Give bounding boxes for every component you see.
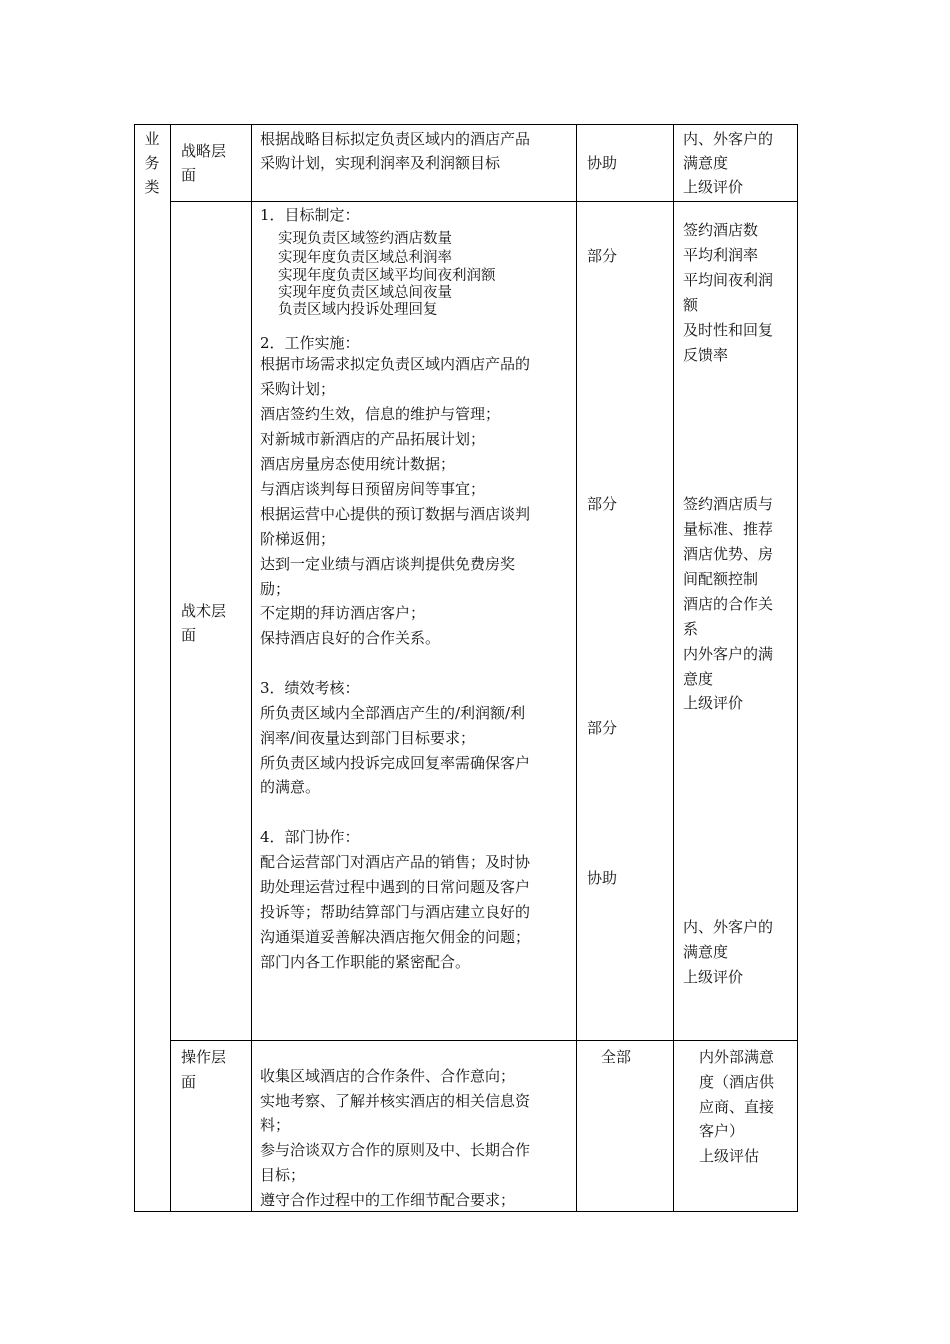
content-line: 润率/间夜量达到部门目标要求； <box>260 729 476 747</box>
criteria-line: 满意度 <box>683 943 729 961</box>
criteria-line: 上级评价 <box>683 968 744 986</box>
row-divider-tactical <box>170 1040 798 1041</box>
row-divider-strategic <box>170 201 798 202</box>
criteria-line: 系 <box>683 620 699 638</box>
criteria-line: 满意度 <box>683 154 729 172</box>
table-top-border <box>134 124 798 125</box>
content-line: 阶梯返佣； <box>260 530 336 548</box>
content-line: 保持酒店良好的合作关系。 <box>260 629 441 647</box>
section-title: 1．目标制定： <box>260 206 360 224</box>
responsibility-label: 部分 <box>587 247 618 265</box>
content-line: 的满意。 <box>260 778 321 796</box>
category-char: 务 <box>144 154 160 172</box>
content-line: 酒店签约生效，信息的维护与管理； <box>260 405 501 423</box>
criteria-line: 平均间夜利润 <box>683 271 774 289</box>
content-line: 目标； <box>260 1166 306 1184</box>
target-item: 实现负责区域签约酒店数量 <box>278 231 452 247</box>
criteria-line: 酒店的合作关 <box>683 595 774 613</box>
responsibility-label: 协助 <box>587 154 618 172</box>
criteria-line: 内、外客户的 <box>683 130 774 148</box>
content-line: 与酒店谈判每日预留房间等事宜； <box>260 480 486 498</box>
target-item: 实现年度负责区域平均间夜利润额 <box>278 268 496 284</box>
level-label: 面 <box>181 1073 197 1091</box>
content-line: 达到一定业绩与酒店谈判提供免费房奖 <box>260 555 516 573</box>
content-line: 根据战略目标拟定负责区域内的酒店产品 <box>260 130 531 148</box>
criteria-line: 内外客户的满 <box>683 645 774 663</box>
content-line: 采购计划，实现利润率及利润额目标 <box>260 154 501 172</box>
level-label: 战略层 <box>181 142 227 160</box>
target-item: 实现年度负责区域总间夜量 <box>278 285 452 301</box>
responsibility-label: 协助 <box>587 869 618 887</box>
column-divider-1 <box>170 124 171 1212</box>
criteria-line: 上级评估 <box>699 1147 760 1165</box>
content-line: 配合运营部门对酒店产品的销售；及时协 <box>260 853 531 871</box>
content-line: 收集区域酒店的合作条件、合作意向； <box>260 1067 516 1085</box>
content-line: 根据运营中心提供的预订数据与酒店谈判 <box>260 505 531 523</box>
criteria-line: 及时性和回复 <box>683 321 774 339</box>
responsibility-label: 全部 <box>601 1048 632 1066</box>
content-line: 采购计划； <box>260 380 336 398</box>
criteria-line: 内外部满意 <box>699 1048 775 1066</box>
criteria-line: 平均利润率 <box>683 246 759 264</box>
criteria-line: 意度 <box>683 670 714 688</box>
section-title: 4．部门协作： <box>260 828 360 846</box>
criteria-line: 签约酒店质与 <box>683 495 774 513</box>
content-line: 部门内各工作职能的紧密配合。 <box>260 953 471 971</box>
category-char: 业 <box>144 130 160 148</box>
target-item: 负责区域内投诉处理回复 <box>278 302 438 318</box>
criteria-line: 间配额控制 <box>683 570 759 588</box>
column-divider-3 <box>576 124 577 1212</box>
content-line: 根据市场需求拟定负责区域内酒店产品的 <box>260 355 531 373</box>
criteria-line: 内、外客户的 <box>683 918 774 936</box>
content-line: 酒店房量房态使用统计数据； <box>260 455 456 473</box>
criteria-line: 签约酒店数 <box>683 221 759 239</box>
content-line: 投诉等；帮助结算部门与酒店建立良好的 <box>260 903 531 921</box>
content-line: 实地考察、了解并核实酒店的相关信息资 <box>260 1092 531 1110</box>
criteria-line: 反馈率 <box>683 346 729 364</box>
section-title: 2．工作实施： <box>260 334 360 352</box>
column-divider-4 <box>673 124 674 1212</box>
criteria-line: 度（酒店供 <box>699 1073 775 1091</box>
level-label: 战术层 <box>181 602 227 620</box>
target-item: 实现年度负责区域总利润率 <box>278 250 452 266</box>
section-title: 3．绩效考核： <box>260 679 360 697</box>
content-line: 遵守合作过程中的工作细节配合要求； <box>260 1191 516 1209</box>
responsibility-label: 部分 <box>587 495 618 513</box>
content-line: 不定期的拜访酒店客户； <box>260 604 426 622</box>
content-line: 参与洽谈双方合作的原则及中、长期合作 <box>260 1141 531 1159</box>
column-divider-2 <box>251 124 252 1212</box>
table-right-border <box>797 124 798 1212</box>
criteria-line: 额 <box>683 296 699 314</box>
level-label: 面 <box>181 166 197 184</box>
criteria-line: 量标准、推荐 <box>683 520 774 538</box>
content-line: 助处理运营过程中遇到的日常问题及客户 <box>260 878 531 896</box>
criteria-line: 上级评价 <box>683 694 744 712</box>
content-line: 所负责区域内全部酒店产生的/利润额/利 <box>260 704 526 722</box>
level-label: 操作层 <box>181 1048 227 1066</box>
responsibility-label: 部分 <box>587 719 618 737</box>
content-line: 所负责区域内投诉完成回复率需确保客户 <box>260 754 531 772</box>
content-line: 励； <box>260 580 291 598</box>
content-line: 沟通渠道妥善解决酒店拖欠佣金的问题； <box>260 928 531 946</box>
category-char: 类 <box>144 178 160 196</box>
criteria-line: 客户） <box>699 1122 745 1140</box>
level-label: 面 <box>181 626 197 644</box>
table-left-border <box>134 124 135 1212</box>
content-line: 料； <box>260 1116 291 1134</box>
content-line: 对新城市新酒店的产品拓展计划； <box>260 430 486 448</box>
criteria-line: 应商、直接 <box>699 1098 775 1116</box>
criteria-line: 上级评价 <box>683 178 744 196</box>
criteria-line: 酒店优势、房 <box>683 545 774 563</box>
